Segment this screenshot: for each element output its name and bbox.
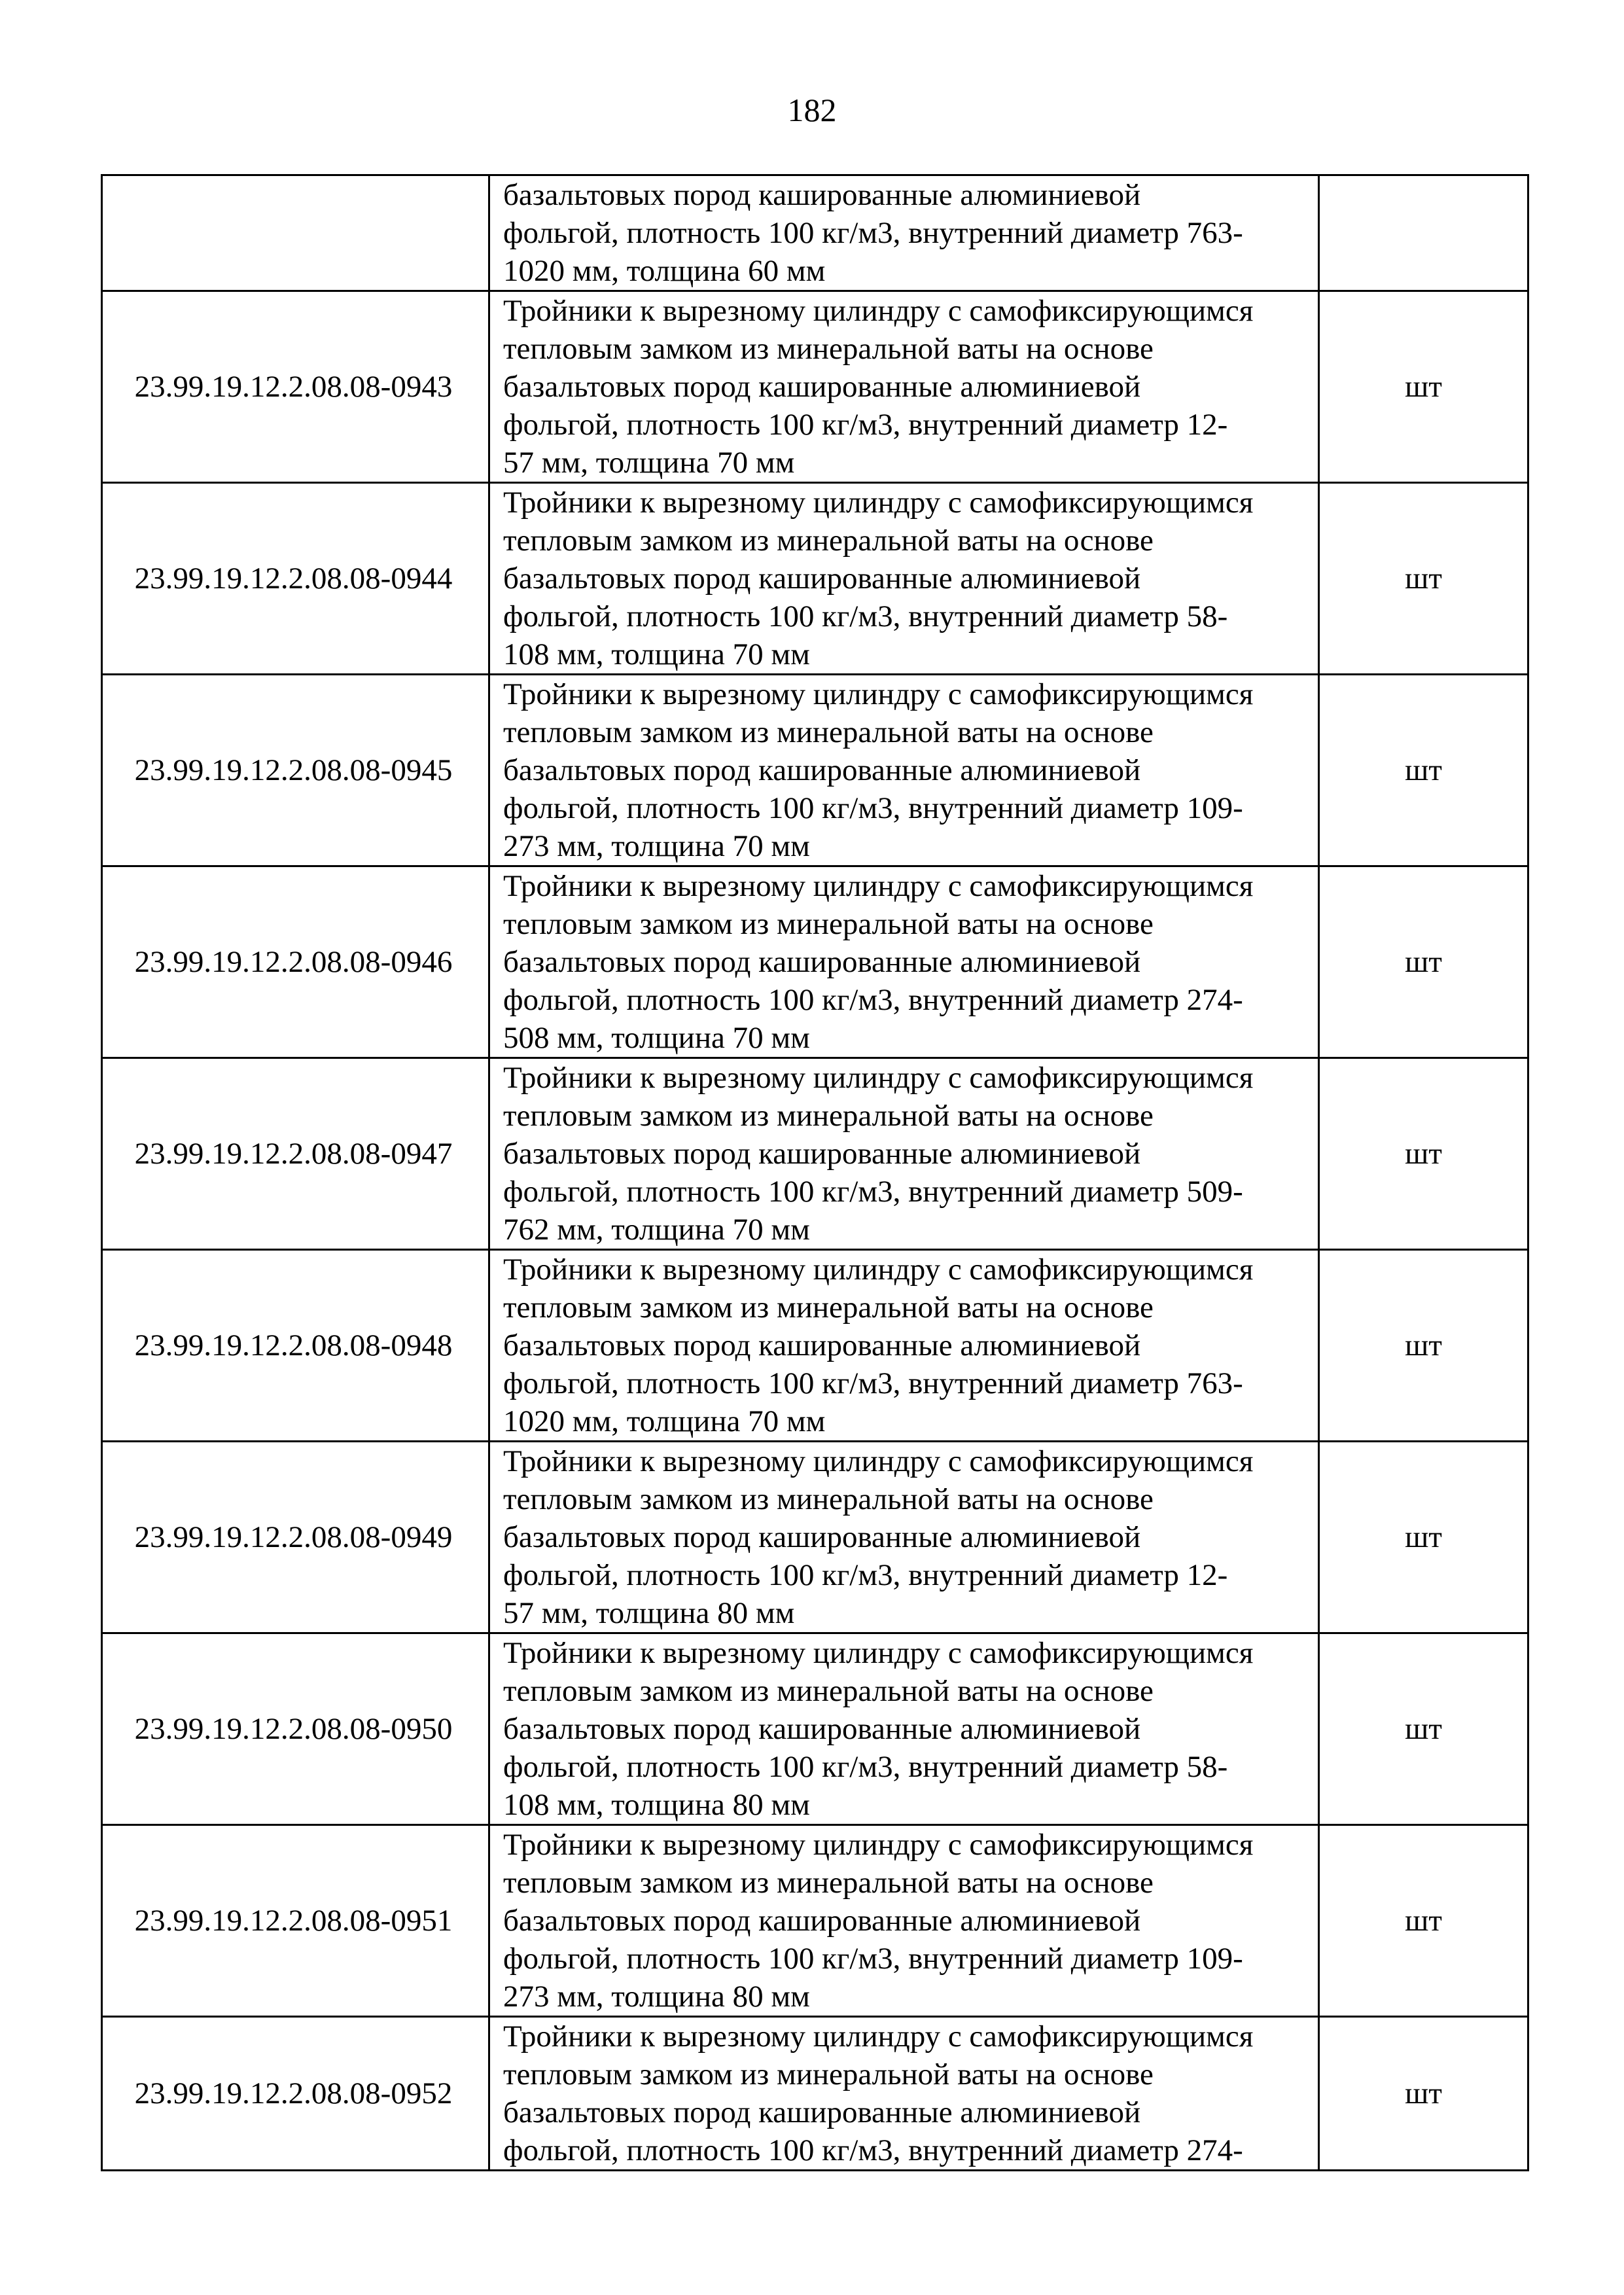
resource-description [489,1633,1319,1825]
description-line: Тройники к вырезному цилиндру с самофиксирующимся [503,486,1254,520]
table-row [102,175,1528,291]
description-line: тепловым замком из минеральной ваты на основе [503,1674,1154,1708]
description-line: 273 мм, толщина 80 мм [503,1980,810,2014]
description-line: 762 мм, толщина 70 мм [503,1213,810,1247]
description-line: базальтовых пород кашированные алюминиевой [503,753,1141,787]
description-line: фольгой, плотность 100 кг/м3, внутренний диаметр 109- [503,791,1243,825]
description-line: Тройники к вырезному цилиндру с самофиксирующимся [503,1636,1254,1670]
resource-description [489,1442,1319,1633]
description-line: 508 мм, толщина 70 мм [503,1021,810,1055]
description-line: 57 мм, толщина 70 мм [503,446,795,480]
description-line: базальтовых пород кашированные алюминиевой [503,1712,1141,1746]
description-line: фольгой, плотность 100 кг/м3, внутренний диаметр 274- [503,983,1243,1017]
description-line: тепловым замком из минеральной ваты на основе [503,1866,1154,1900]
description-line: фольгой, плотность 100 кг/м3, внутренний диаметр 763- [503,216,1243,250]
description-line: базальтовых пород кашированные алюминиевой [503,945,1141,979]
table-body [102,175,1528,2171]
description-line: тепловым замком из минеральной ваты на основе [503,715,1154,749]
unit-of-measure: шт [1319,483,1528,675]
description-line: Тройники к вырезному цилиндру с самофиксирующимся [503,677,1254,711]
resource-code: 23.99.19.12.2.08.08-0944 [102,483,489,675]
resource-code: 23.99.19.12.2.08.08-0946 [102,866,489,1058]
description-line: базальтовых пород кашированные алюминиевой [503,370,1141,404]
description-line: базальтовых пород кашированные алюминиевой [503,178,1141,212]
resource-code: 23.99.19.12.2.08.08-0950 [102,1633,489,1825]
unit-of-measure: шт [1319,291,1528,483]
description-line: 1020 мм, толщина 70 мм [503,1404,826,1438]
page-number: 182 [787,92,837,128]
resource-description [489,2017,1319,2171]
table-row [102,675,1528,866]
description-line: Тройники к вырезному цилиндру с самофиксирующимся [503,294,1254,328]
description-line: базальтовых пород кашированные алюминиевой [503,2095,1141,2129]
unit-of-measure: шт [1319,866,1528,1058]
description-line: фольгой, плотность 100 кг/м3, внутренний диаметр 274- [503,2133,1243,2167]
resource-table [101,174,1529,2171]
resource-description [489,483,1319,675]
description-line: базальтовых пород кашированные алюминиевой [503,1328,1141,1362]
description-line: базальтовых пород кашированные алюминиевой [503,1137,1141,1171]
table-row [102,1250,1528,1442]
resource-code: 23.99.19.12.2.08.08-0949 [102,1442,489,1633]
description-line: Тройники к вырезному цилиндру с самофиксирующимся [503,1444,1254,1478]
description-line: Тройники к вырезному цилиндру с самофиксирующимся [503,1828,1254,1862]
resource-code [102,175,489,291]
resource-description [489,1825,1319,2017]
resource-code: 23.99.19.12.2.08.08-0947 [102,1058,489,1250]
description-line: фольгой, плотность 100 кг/м3, внутренний диаметр 58- [503,599,1228,633]
description-line: 57 мм, толщина 80 мм [503,1596,795,1630]
description-line: Тройники к вырезному цилиндру с самофиксирующимся [503,2019,1254,2054]
unit-of-measure: шт [1319,675,1528,866]
table-row [102,2017,1528,2171]
unit-of-measure [1319,175,1528,291]
description-line: 108 мм, толщина 70 мм [503,637,810,671]
description-line: тепловым замком из минеральной ваты на основе [503,907,1154,941]
description-line: базальтовых пород кашированные алюминиевой [503,561,1141,596]
resource-code: 23.99.19.12.2.08.08-0945 [102,675,489,866]
description-line: фольгой, плотность 100 кг/м3, внутренний диаметр 509- [503,1175,1243,1209]
table-row [102,1442,1528,1633]
resource-description [489,291,1319,483]
table-row [102,1825,1528,2017]
resource-description [489,675,1319,866]
description-line: тепловым замком из минеральной ваты на основе [503,1099,1154,1133]
unit-of-measure: шт [1319,1058,1528,1250]
description-line: тепловым замком из минеральной ваты на основе [503,2057,1154,2091]
description-line: 1020 мм, толщина 60 мм [503,254,826,288]
description-line: тепловым замком из минеральной ваты на основе [503,332,1154,366]
table-row [102,1058,1528,1250]
unit-of-measure: шт [1319,1633,1528,1825]
description-line: базальтовых пород кашированные алюминиевой [503,1520,1141,1554]
resource-code: 23.99.19.12.2.08.08-0951 [102,1825,489,2017]
description-line: базальтовых пород кашированные алюминиевой [503,1904,1141,1938]
description-line: тепловым замком из минеральной ваты на основе [503,1482,1154,1516]
description-line: фольгой, плотность 100 кг/м3, внутренний диаметр 109- [503,1942,1243,1976]
table-row [102,291,1528,483]
description-line: фольгой, плотность 100 кг/м3, внутренний диаметр 58- [503,1750,1228,1784]
description-line: Тройники к вырезному цилиндру с самофиксирующимся [503,1253,1254,1287]
description-line: фольгой, плотность 100 кг/м3, внутренний диаметр 12- [503,1558,1228,1592]
description-line: 108 мм, толщина 80 мм [503,1788,810,1822]
description-line: Тройники к вырезному цилиндру с самофиксирующимся [503,869,1254,903]
unit-of-measure: шт [1319,2017,1528,2171]
resource-description [489,1250,1319,1442]
description-line: 273 мм, толщина 70 мм [503,829,810,863]
resource-description [489,866,1319,1058]
description-line: тепловым замком из минеральной ваты на основе [503,1290,1154,1325]
unit-of-measure: шт [1319,1825,1528,2017]
table-row [102,483,1528,675]
description-line: фольгой, плотность 100 кг/м3, внутренний диаметр 763- [503,1366,1243,1400]
table-row [102,1633,1528,1825]
unit-of-measure: шт [1319,1442,1528,1633]
resource-description [489,1058,1319,1250]
description-line: фольгой, плотность 100 кг/м3, внутренний диаметр 12- [503,408,1228,442]
resource-code: 23.99.19.12.2.08.08-0943 [102,291,489,483]
description-line: Тройники к вырезному цилиндру с самофиксирующимся [503,1061,1254,1095]
description-line: тепловым замком из минеральной ваты на основе [503,524,1154,558]
table-row [102,866,1528,1058]
resource-description [489,175,1319,291]
resource-code: 23.99.19.12.2.08.08-0952 [102,2017,489,2171]
unit-of-measure: шт [1319,1250,1528,1442]
resource-code: 23.99.19.12.2.08.08-0948 [102,1250,489,1442]
